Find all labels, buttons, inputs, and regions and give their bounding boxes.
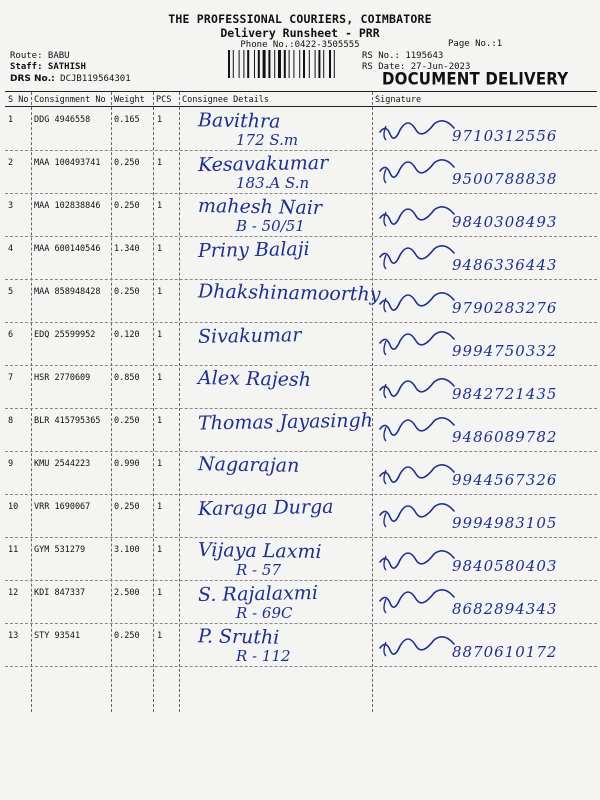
consignee-name: Sivakumar [197,324,302,348]
drs-value: DCJB119564301 [60,74,131,84]
consignee-name: Bavithra [197,109,281,133]
row-weight: 0.250 [114,631,140,641]
consignee-address: R - 112 [236,647,291,665]
row-sno: 7 [8,373,14,383]
row-pcs: 1 [157,459,163,469]
barcode-bar [323,50,324,78]
barcode-bar [233,50,234,78]
col-pcs: PCS [156,95,172,105]
row-weight: 1.340 [114,244,140,254]
signature-phone: 9500788838 [452,170,558,188]
barcode-bar [334,50,335,78]
row-pcs: 1 [157,158,163,168]
barcode-bar [254,50,255,78]
barcode-bar [318,50,320,78]
signature-phone: 9790283276 [452,299,558,317]
route-field: Route: BABU [10,51,70,61]
row-divider [5,666,597,667]
barcode-bar [289,50,290,78]
col-consignee: Consignee Details [182,95,269,105]
signature-phone: 9840580403 [452,557,558,575]
signature-phone: 9486089782 [452,428,558,446]
row-sno: 13 [8,631,19,641]
row-consignment-no: STY 93541 [34,631,81,641]
drs-field [10,74,131,84]
row-pcs: 1 [157,287,163,297]
staff-field: Staff: SATHISH [10,62,86,72]
signature-phone: 9710312556 [452,127,558,145]
drs-label: DRS No.: [10,74,55,84]
row-weight: 0.250 [114,287,140,297]
row-weight: 2.500 [114,588,140,598]
barcode-bar [228,50,230,78]
signature-phone: 9994750332 [452,342,558,360]
row-pcs: 1 [157,502,163,512]
barcode-bar [243,50,244,78]
table-row [0,581,600,624]
barcode-bar [268,50,270,78]
consignee-name: mahesh Nair [197,194,323,220]
signature-phone: 9840308493 [452,213,558,231]
row-consignment-no: KMU 2544223 [34,459,91,469]
barcode-bar [247,50,249,78]
row-consignment-no: DDG 4946558 [34,115,91,125]
col-weight: Weight [114,95,145,105]
consignee-name: Thomas Jayasingh [197,409,374,435]
signature-phone: 9944567326 [452,471,558,489]
consignee-name: Nagarajan [197,453,300,477]
barcode-bar [299,50,300,78]
header-top-rule [5,91,597,92]
row-sno: 1 [8,115,14,125]
row-consignment-no: GYM 531279 [34,545,86,555]
row-sno: 9 [8,459,14,469]
consignee-address: B - 50/51 [236,217,305,235]
barcode-bar [309,50,310,78]
consignee-name: P. Sruthi [197,625,280,649]
row-sno: 4 [8,244,14,254]
signature-phone: 9994983105 [452,514,558,532]
row-sno: 10 [8,502,19,512]
rs-date: RS Date: 27-Jun-2023 [362,62,471,72]
row-consignment-no: EDQ 25599952 [34,330,96,340]
col-consignment: Consignment No [34,95,106,105]
consignee-name: Dhakshinamoorthy [197,280,381,306]
consignee-name: Kesavakumar [197,151,329,177]
barcode-bar [258,50,260,78]
row-weight: 0.250 [114,201,140,211]
table-row [0,624,600,667]
consignee-name: Karaga Durga [197,495,334,521]
row-pcs: 1 [157,115,163,125]
document-delivery-stamp: DOCUMENT DELIVERY [382,69,569,89]
consignee-name: Alex Rajesh [197,367,312,391]
consignee-address: R - 69C [236,604,293,622]
consignee-name: Vijaya Laxmi [197,538,322,564]
row-weight: 0.120 [114,330,140,340]
consignee-address: 172 S.m [236,131,299,149]
table-row [0,280,600,323]
row-consignment-no: MAA 858948428 [34,287,101,297]
row-pcs: 1 [157,330,163,340]
barcode-bar [278,50,281,78]
consignee-address: 183.A S.n [236,174,310,192]
row-weight: 3.100 [114,545,140,555]
row-pcs: 1 [157,373,163,383]
row-consignment-no: VRR 1690067 [34,502,91,512]
row-sno: 11 [8,545,19,555]
consignee-name: S. Rajalaxmi [197,581,319,607]
consignee-address: R - 57 [236,561,281,579]
col-signature: Signature [375,95,422,105]
table-row [0,409,600,452]
header-bottom-rule [5,106,597,107]
row-weight: 0.250 [114,416,140,426]
barcode-bar [284,50,286,78]
signature-phone: 8682894343 [452,600,558,618]
barcode-bar [329,50,331,78]
row-weight: 0.990 [114,459,140,469]
runsheet-subtitle: Delivery Runsheet - PRR [220,26,380,40]
row-consignment-no: MAA 102838846 [34,201,101,211]
table-row [0,194,600,237]
table-row [0,366,600,409]
table-row [0,538,600,581]
col-sno: S No [8,95,29,105]
row-pcs: 1 [157,588,163,598]
row-sno: 8 [8,416,14,426]
rs-number: RS No.: 1195643 [362,51,444,61]
table-row [0,495,600,538]
table-row [0,323,600,366]
row-consignment-no: BLR 415795365 [34,416,101,426]
row-pcs: 1 [157,416,163,426]
barcode-bar [303,50,305,78]
consignee-name: Priny Balaji [197,238,310,262]
signature-phone: 8870610172 [452,643,558,661]
signature-phone: 9486336443 [452,256,558,274]
row-pcs: 1 [157,244,163,254]
row-consignment-no: MAA 600140546 [34,244,101,254]
company-title: THE PROFESSIONAL COURIERS, COIMBATORE [168,12,432,26]
row-pcs: 1 [157,631,163,641]
barcode-bar [274,50,275,78]
row-sno: 12 [8,588,19,598]
row-sno: 2 [8,158,14,168]
signature-phone: 9842721435 [452,385,558,403]
row-weight: 0.165 [114,115,140,125]
row-weight: 0.250 [114,158,140,168]
table-row [0,151,600,194]
page-number: Page No.:1 [448,39,503,49]
row-consignment-no: HSR 2770609 [34,373,91,383]
row-sno: 3 [8,201,14,211]
row-pcs: 1 [157,545,163,555]
barcode-bar [293,50,294,78]
row-sno: 6 [8,330,14,340]
table-row [0,237,600,280]
company-phone: Phone No.:0422-3505555 [240,40,360,50]
row-weight: 0.250 [114,502,140,512]
barcode-bar [239,50,240,78]
barcode-icon [228,50,356,78]
table-row [0,108,600,151]
row-consignment-no: MAA 100493741 [34,158,101,168]
table-row [0,452,600,495]
barcode-bar [315,50,316,78]
row-sno: 5 [8,287,14,297]
barcode-bar [263,50,266,78]
row-consignment-no: KDI 847337 [34,588,86,598]
row-weight: 0.850 [114,373,140,383]
row-pcs: 1 [157,201,163,211]
